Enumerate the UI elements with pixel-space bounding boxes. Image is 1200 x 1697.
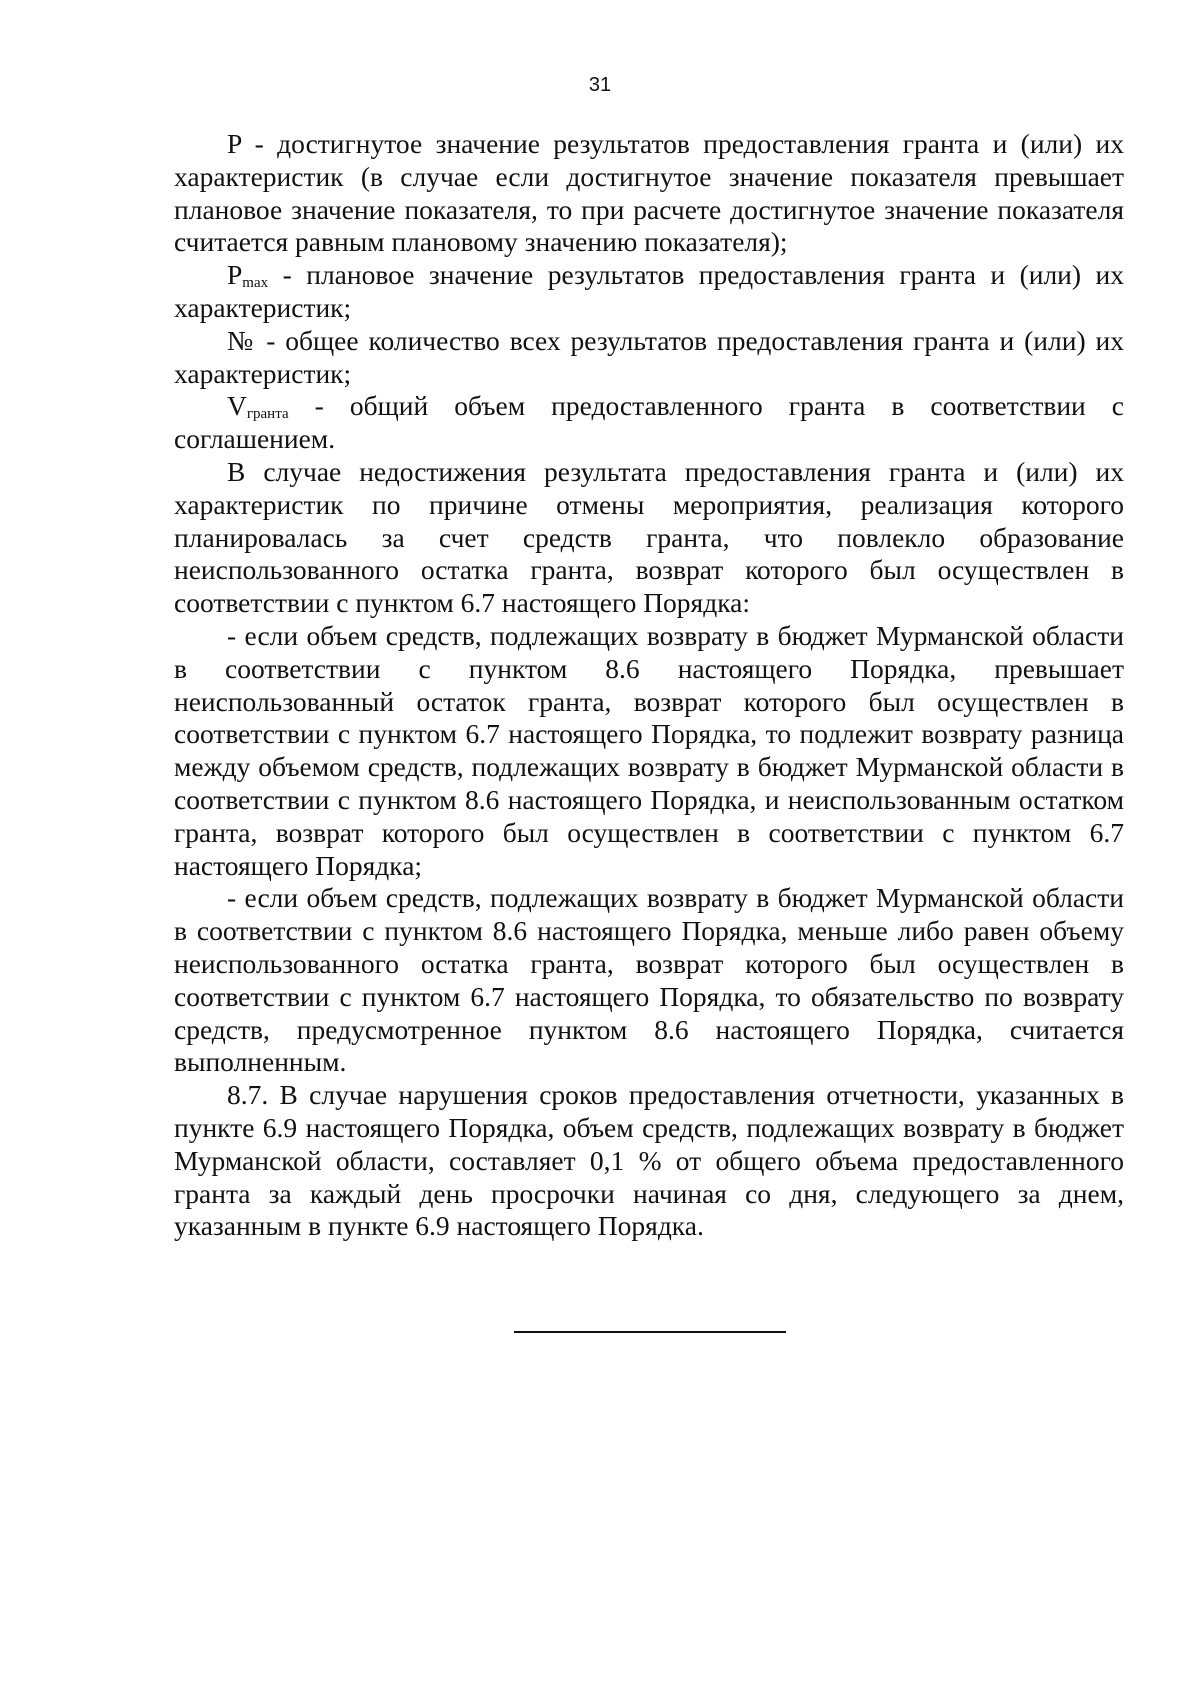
definition-text: - общий объем предоставленного гранта в соответствии с соглашением.	[174, 390, 1124, 455]
end-of-document-rule	[514, 1331, 786, 1333]
paragraph-non-achievement: В случае недостижения результата предоставления гранта и (или) их характеристик по причине отмены мероприятия, реализация которого планировалась за счет средств гранта, что повлекло образование неиспользованного остатка гранта, возврат которого был осуществлен в соответствии с пунктом 6.7 настоящего Порядка:	[174, 455, 1124, 619]
definition-text: - достигнутое значение результатов предоставления гранта и (или) их характеристик (в случае если достигнутое значение показателя превышает плановое значение показателя, то при расчете достигнутое значение показателя считается равным плановому значению показателя);	[174, 128, 1124, 258]
paragraph-8-7: 8.7. В случае нарушения сроков предоставления отчетности, указанных в пункте 6.9 настоящего Порядка, объем средств, подлежащих возврату в бюджет Мурманской области, составляет 0,1 % от общего объема предоставленного гранта за каждый день просрочки начиная со дня, следующего за днем, указанным в пункте 6.9 настоящего Порядка.	[174, 1079, 1124, 1242]
definition-pmax	[174, 259, 1124, 325]
definition-subscript: гранта	[246, 406, 289, 423]
definition-symbol: P	[227, 128, 242, 159]
definition-number	[174, 325, 1124, 391]
definition-symbol: №	[227, 324, 257, 356]
definition-text: - плановое значение результатов предоставления гранта и (или) их характеристик;	[174, 259, 1124, 323]
document-body	[174, 128, 1124, 1243]
definition-vgranta	[174, 390, 1124, 456]
paragraph-case-exceeds: - если объем средств, подлежащих возврату в бюджет Мурманской области в соответствии с пунктом 8.6 настоящего Порядка, превышает неиспользованный остаток гранта, возврат которого был осуществлен в соответствии с пунктом 6.7 настоящего Порядка, то подлежит возврату разница между объемом средств, подлежащих возврату в бюджет Мурманской области в соответствии с пунктом 8.6 настоящего Порядка, и неиспользованным остатком гранта, возврат которого был осуществлен в соответствии с пунктом 6.7 настоящего Порядка;	[174, 619, 1124, 881]
definition-symbol: P	[227, 259, 243, 291]
definition-p	[174, 128, 1124, 259]
definition-symbol: V	[227, 390, 247, 422]
definition-subscript: max	[242, 275, 269, 292]
definition-text: - общее количество всех результатов предоставления гранта и (или) их характеристик;	[174, 324, 1124, 389]
paragraph-case-less-or-equal: - если объем средств, подлежащих возврату в бюджет Мурманской области в соответствии с пунктом 8.6 настоящего Порядка, меньше либо равен объему неиспользованного остатка гранта, возврат которого был осуществлен в соответствии с пунктом 6.7 настоящего Порядка, то обязательство по возврату средств, предусмотренное пунктом 8.6 настоящего Порядка, считается выполненным.	[174, 882, 1124, 1078]
page-number: 31	[588, 74, 612, 96]
